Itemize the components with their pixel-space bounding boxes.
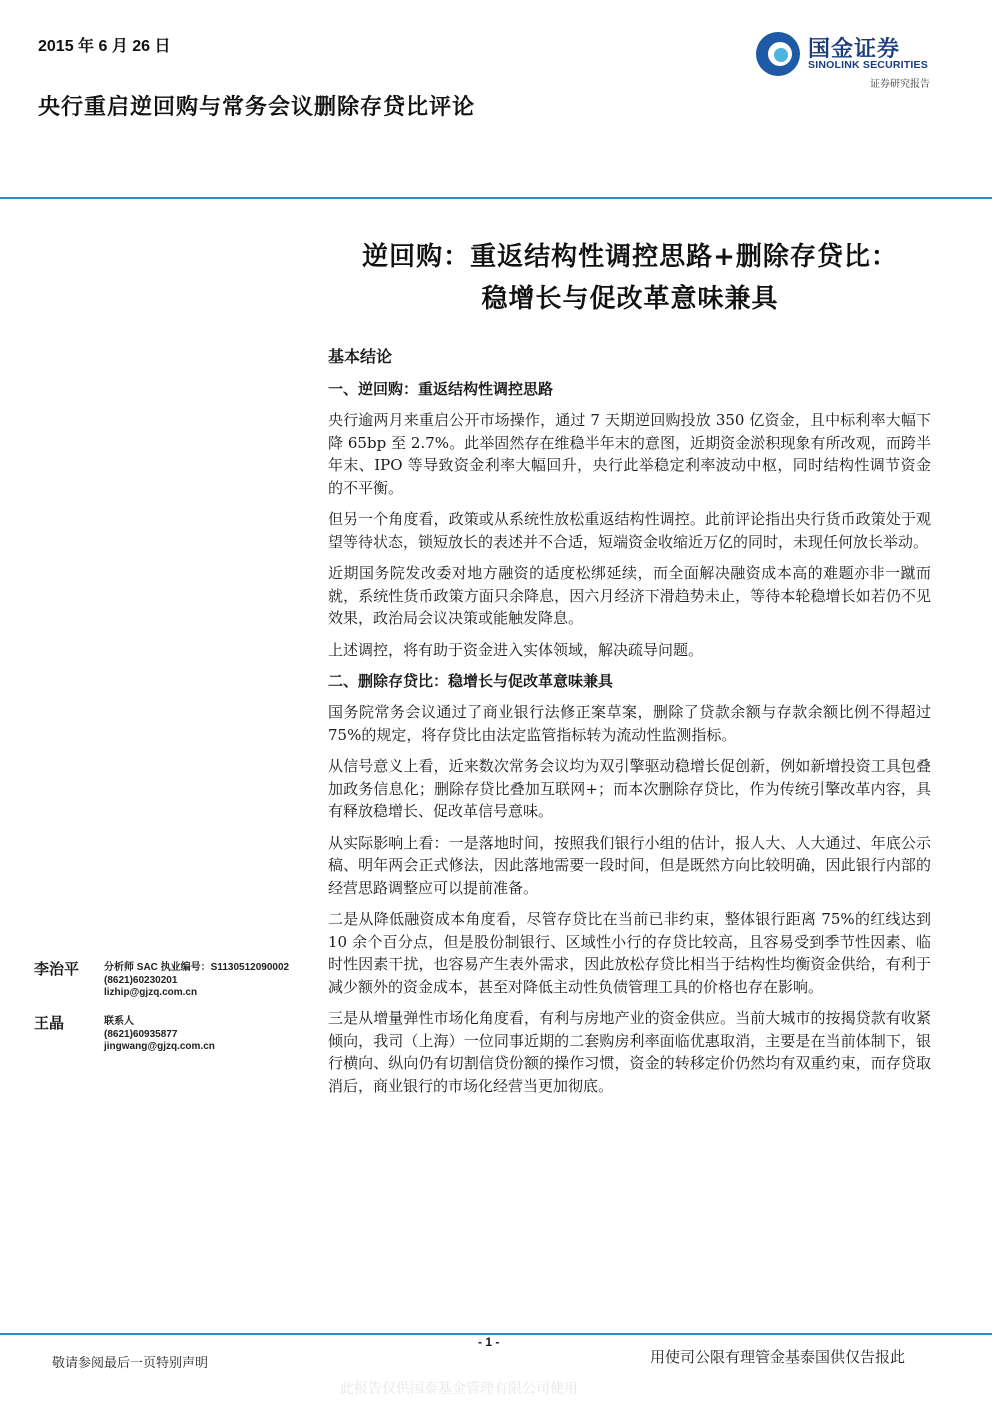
paragraph: 从信号意义上看，近来数次常务会议均为双引擎驱动稳增长促创新，例如新增投资工具包叠加政务信息化；删除存贷比叠加互联网+；而本次删除存贷比，作为传统引擎改革内容，具有释放稳增长、促改革信号意味。 [328,757,931,820]
document-title: 央行重启逆回购与常务会议删除存贷比评论 [38,94,476,120]
paragraph: 但另一个角度看，政策或从系统性放松重返结构性调控。此前评论指出央行货币政策处于观望等待状态，锁短放长的表述并不合适，短端资金收缩近万亿的同时，未现任何放长举动。 [328,510,931,551]
analyst-card [34,958,324,1006]
paragraph: 国务院常务会议通过了商业银行法修正案草案，删除了贷款余额与存款余额比例不得超过 75%的规定，将存贷比由法定监管指标转为流动性监测指标。 [328,703,931,744]
analyst-name: 李治平 [34,960,80,978]
body-column [328,344,931,1106]
headline [300,236,960,320]
footer-usage-note: 用使司公限有理管金基泰国供仅告报此 [650,1348,906,1366]
analyst-list [34,958,324,1060]
logo-name-en: SINOLINK SECURITIES [808,59,928,71]
paragraph: 二是从降低融资成本角度看，尽管存贷比在当前已非约束，整体银行距离 75%的红线达到 10 余个百分点，但是股份制银行、区域性小行的存贷比较高，且容易受到季节性因素、临时性因素干扰，也容易产生表外需求，因此放松存贷比相当于结构性均衡资金供给，有利于减少额外的资金成本，甚至对降低主动性负债管理工具的价格也存在影响。 [328,910,931,996]
analyst-phone: (8621)60935877 [104,1028,178,1040]
analyst-name: 王晶 [34,1014,65,1032]
analyst-credential: 分析师 SAC 执业编号：S1130512090002 [104,962,290,973]
analyst-email[interactable]: jingwang@gjzq.com.cn [104,1041,215,1052]
logo-name-cn: 国金证券 [808,36,901,61]
part2-title: 二、删除存贷比：稳增长与促改革意味兼具 [328,672,614,690]
header-divider [0,197,992,199]
report-date: 2015 年 6 月 26 日 [38,38,171,55]
headline-line-1: 逆回购：重返结构性调控思路+删除存贷比： [362,242,898,272]
analyst-phone: (8621)60230201 [104,974,178,986]
section-title: 基本结论 [328,347,393,366]
analyst-credential: 联系人 [104,1016,134,1027]
company-logo [756,30,956,90]
paragraph: 央行逾两月来重启公开市场操作，通过 7 天期逆回购投放 350 亿资金，且中标利率大幅下降 65bp 至 2.7%。此举固然存在维稳半年末的意图，近期资金淤积现象有所改观，而跨半年末、IPO 等导致资金利率大幅回升，央行此举稳定利率波动中枢，同时结构性调节资金的不平衡。 [328,411,931,497]
analyst-card [34,1012,324,1060]
analyst-info [104,962,289,1000]
disclaimer-note: 敬请参阅最后一页特别声明 [52,1356,209,1371]
headline-line-2: 稳增长与促改革意味兼具 [481,284,779,314]
logo-subtitle: 证券研究报告 [870,79,930,90]
analyst-email[interactable]: lizhip@gjzq.com.cn [104,987,198,998]
watermark: 此报告仅供国泰基金管理有限公司使用 [340,1381,578,1397]
paragraph: 从实际影响上看：一是落地时间，按照我们银行小组的估计，报人大、人大通过、年底公示稿、明年两会正式修法，因此落地需要一段时间，但是既然方向比较明确，因此银行内部的经营思路调整应可以提前准备。 [328,833,931,897]
paragraph: 近期国务院发改委对地方融资的适度松绑延续，而全面解决融资成本高的难题亦非一蹴而就，系统性货币政策方面只余降息，因六月经济下滑趋势未止，等待本轮稳增长如若仍不见效果，政治局会议决策或能触发降息。 [328,564,931,627]
page-number: - 1 - [478,1335,500,1349]
analyst-info [104,1016,215,1054]
paragraph: 三是从增量弹性市场化角度看，有利与房地产业的资金供应。当前大城市的按揭贷款有收紧倾向，我司（上海）一位同事近期的二套购房利率面临优惠取消，主要是在当前体制下，银行横向、纵向仍有切割信贷份额的操作习惯，资金的转移定价仍然均有双重约束，而存贷取消后，商业银行的市场化经营当更加彻底。 [328,1009,931,1095]
part1-title: 一、逆回购：重返结构性调控思路 [328,380,554,398]
logo-mark-icon [756,32,800,76]
paragraph: 上述调控，将有助于资金进入实体领域，解决疏导问题。 [328,640,704,659]
